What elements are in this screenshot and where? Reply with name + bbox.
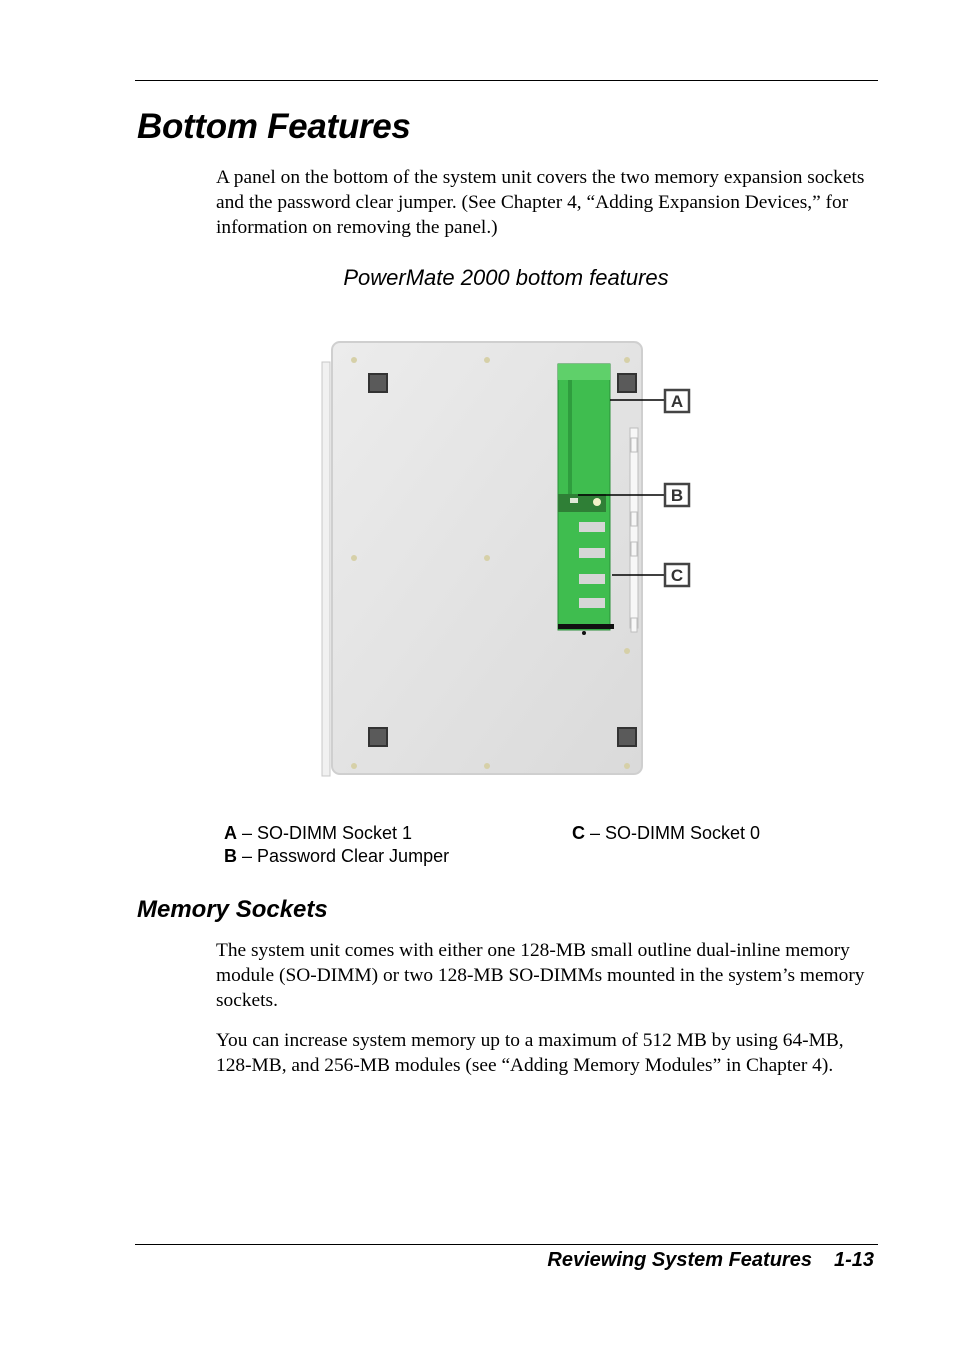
legend-key: C <box>572 823 585 843</box>
figure-caption: PowerMate 2000 bottom features <box>343 265 669 290</box>
svg-text:C: C <box>670 566 684 585</box>
legend-item-a <box>224 822 412 845</box>
svg-text:B: B <box>670 486 684 505</box>
edge-connector-strip <box>630 428 638 632</box>
callout-b <box>665 484 689 506</box>
legend-text: – SO-DIMM Socket 1 <box>237 823 413 843</box>
legend-item-b <box>224 845 449 868</box>
page-footer <box>547 1246 874 1274</box>
top-rule <box>135 80 878 81</box>
legend-key: A <box>224 823 237 843</box>
bottom-rule <box>135 1244 878 1245</box>
legend-text: – SO-DIMM Socket 0 <box>585 823 761 843</box>
bottom-features-figure <box>320 336 700 780</box>
memory-board <box>558 364 614 635</box>
footer-page-number: 1-13 <box>833 1249 874 1271</box>
memory-paragraph-2: You can increase system memory up to a maximum of 512 MB by using 64-MB, 128-MB, and 256-MB modules (see “Adding Memory Modules” in Chapter 4). <box>216 1030 844 1077</box>
footer-section-title: Reviewing System Features <box>547 1249 812 1271</box>
page-heading: Bottom Features <box>137 107 411 146</box>
callout-c <box>665 564 689 586</box>
callout-a <box>665 390 689 412</box>
legend-item-c <box>572 822 760 845</box>
intro-paragraph: A panel on the bottom of the system unit covers the two memory expansion sockets and the password clear jumper. (See Chapter 4, “Adding Expansion Devices,” for information on removing the panel.) <box>216 167 865 239</box>
legend-text: – Password Clear Jumper <box>237 846 450 866</box>
svg-text:A: A <box>670 392 684 411</box>
section-subheading: Memory Sockets <box>137 896 328 923</box>
legend-key: B <box>224 846 237 866</box>
memory-paragraph-1: The system unit comes with either one 128-MB small outline dual-inline memory module (SO-DIMM) or two 128-MB SO-DIMMs mounted in the system’s memory sockets. <box>216 940 865 1012</box>
unit-side-edge <box>322 362 330 776</box>
